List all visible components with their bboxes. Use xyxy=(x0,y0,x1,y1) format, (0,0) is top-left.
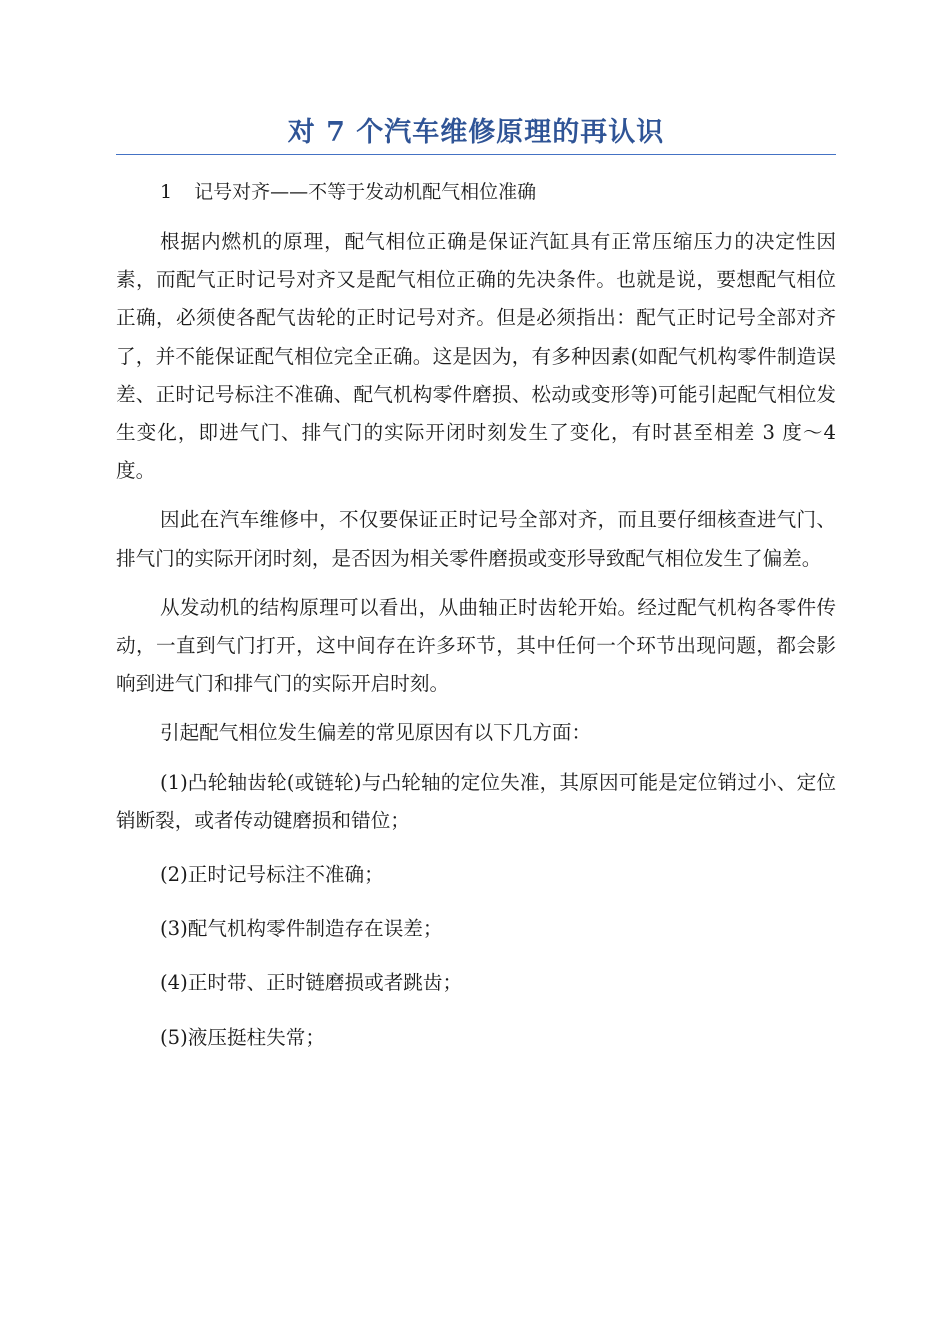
list-item: (1)凸轮轴齿轮(或链轮)与凸轮轴的定位失准，其原因可能是定位销过小、定位销断裂，或者传动键磨损和错位； xyxy=(116,770,836,832)
paragraph: 因此在汽车维修中，不仅要保证正时记号全部对齐，而且要仔细核查进气门、排气门的实际开闭时刻，是否因为相关零件磨损或变形导致配气相位发生了偏差。 xyxy=(116,508,836,570)
list-item: (2)正时记号标注不准确； xyxy=(160,863,384,887)
document-title: 对 7 个汽车维修原理的再认识 xyxy=(287,117,665,148)
title-block xyxy=(116,112,836,155)
section-heading-text: 记号对齐——不等于发动机配气相位准确 xyxy=(194,181,537,203)
paragraph: 根据内燃机的原理，配气相位正确是保证汽缸具有正常压缩压力的决定性因素，而配气正时记号对齐又是配气相位正确的先决条件。也就是说，要想配气相位正确，必须使各配气齿轮的正时记号对齐。但是必须指出：配气正时记号全部对齐了，并不能保证配气相位完全正确。这是因为，有多种因素(如配气机构零件制造误差、正时记号标注不准确、配气机构零件磨损、松动或变形等)可能引起配气相位发生变化，即进气门、排气门的实际开闭时刻发生了变化，有时甚至相差 3 度～4 度。 xyxy=(116,230,836,483)
list-item: (3)配气机构零件制造存在误差； xyxy=(160,917,443,941)
list-item: (5)液压挺柱失常； xyxy=(160,1025,325,1049)
document-body xyxy=(116,172,836,1073)
paragraph: 引起配气相位发生偏差的常见原因有以下几方面： xyxy=(160,721,592,745)
list-item: (4)正时带、正时链磨损或者跳齿； xyxy=(160,971,463,995)
section-number: 1 xyxy=(160,181,173,203)
section-heading xyxy=(116,172,836,212)
paragraph: 从发动机的结构原理可以看出，从曲轴正时齿轮开始。经过配气机构各零件传动，一直到气门打开，这中间存在许多环节，其中任何一个环节出现问题，都会影响到进气门和排气门的实际开启时刻。 xyxy=(116,595,836,696)
